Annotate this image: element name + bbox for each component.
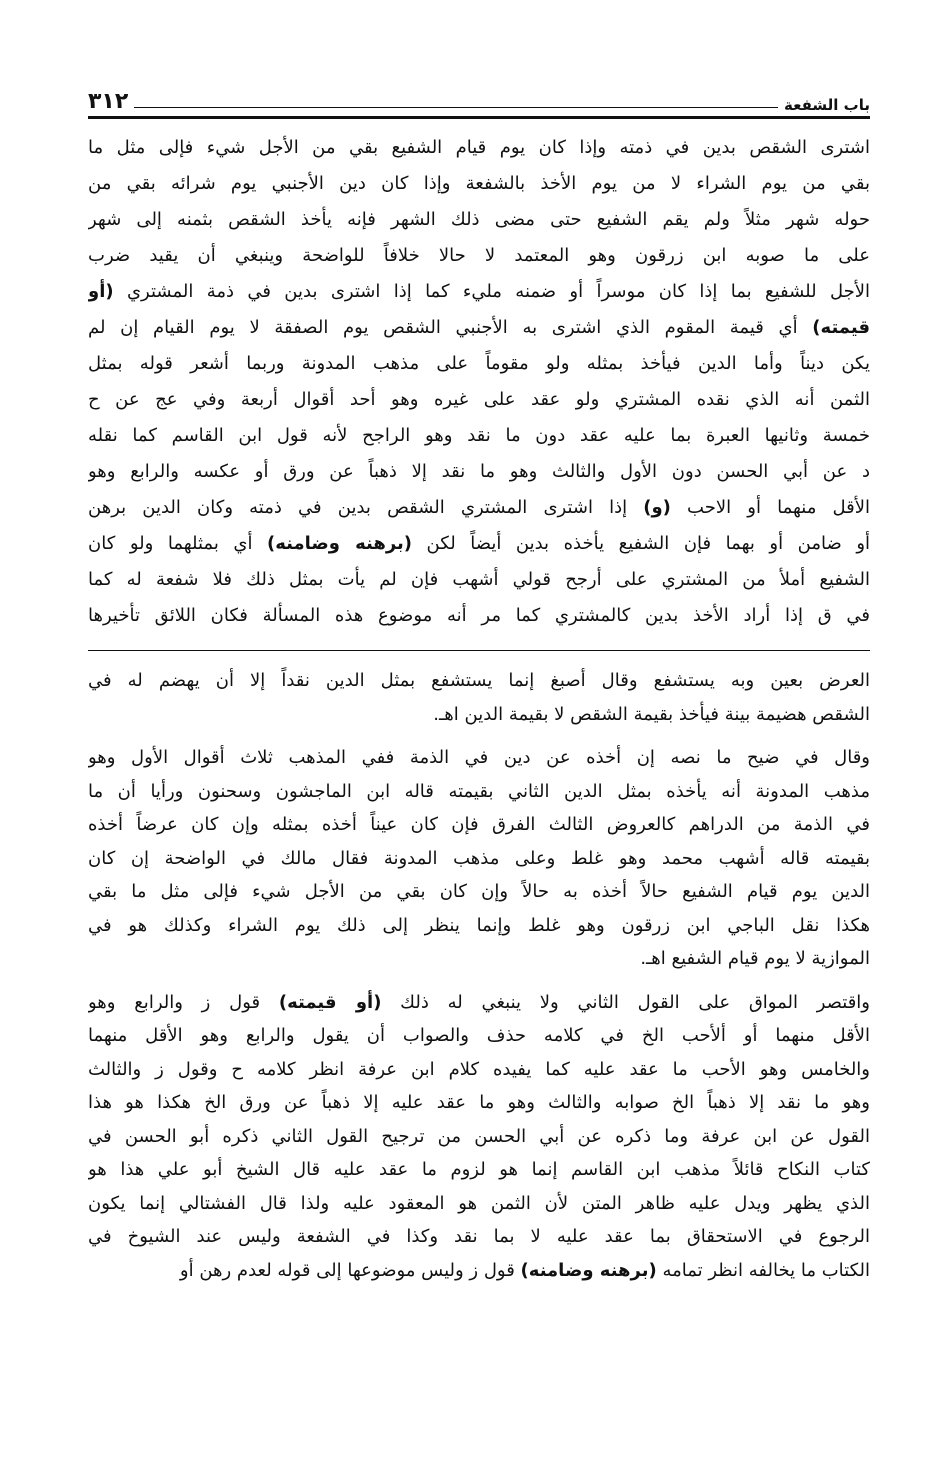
text-line xyxy=(88,1187,870,1221)
header-line xyxy=(134,107,778,108)
text-line xyxy=(88,1153,870,1187)
text-line xyxy=(88,842,870,876)
text-line xyxy=(88,775,870,809)
text-segment: كتاب النكاح قائلاً مذهب ابن القاسم إنما هو لزوم ما عقد عليه قال الشيخ أبو علي هذا هو xyxy=(88,1159,870,1180)
text-segment: في ق إذا أراد الأخذ بدين كالمشتري كما مر أنه موضوع هذه المسألة فكان اللائق تأخيرها xyxy=(88,605,870,626)
text-segment: وهو ما نقد إلا ذهباً الخ صوابه والثالث وهو ما عقد عليه إلا ذهباً عن ورق الخ هكذا هو هذا xyxy=(88,1092,870,1113)
text-line xyxy=(88,942,870,976)
chapter-title: باب الشفعة xyxy=(784,96,870,114)
text-segment: د عن أبي الحسن دون الأول والثالث وهو ما نقد إلا ذهباً عن ورق أو عكسه والرابع وهو xyxy=(88,461,870,482)
text-segment: بقيمته قاله أشهب محمد وهو غلط وعلى مذهب المدونة فقال مالك في الواضحة إن كان xyxy=(88,847,870,869)
text-line xyxy=(88,1220,870,1254)
text-segment: واقتصر المواق على القول الثاني ولا ينبغي له ذلك xyxy=(381,991,870,1013)
text-segment: قول ز والرابع وهو xyxy=(88,991,279,1013)
text-segment: القول عن ابن عرفة وما ذكره عن أبي الحسن من ترجيح القول الثاني ذكره أبو الحسن في xyxy=(88,1125,870,1147)
text-line xyxy=(88,418,870,454)
text-line xyxy=(88,986,870,1020)
text-segment: مذهب المدونة أنه يأخذه بمثل الدين الثاني بقيمته قاله ابن الماجشون وسحنون ورأيا أن ما xyxy=(88,780,870,802)
footnote-paragraph xyxy=(88,664,870,731)
text-segment: هكذا نقل الباجي ابن زرقون وهو غلط وإنما ينظر إلى ذلك يوم الشراء وكذلك هو في xyxy=(88,914,870,936)
text-segment: والخامس وهو الأحب ما عقد عليه كما يفيده كلام ابن عرفة انظر كلامه ح وقول ز والثالث xyxy=(88,1058,870,1080)
text-segment: الأجل للشفيع بما إذا كان موسراً أو ضمنه مليء كما إذا اشترى بدين في ذمة المشتري xyxy=(113,281,870,302)
bold-text-segment: (أو قيمته) xyxy=(278,991,382,1013)
text-segment: خمسة وثانيها العبرة بما عليه عقد دون ما نقد وهو الراجح لأنه قول ابن القاسم كما نقله xyxy=(88,425,870,446)
text-line xyxy=(88,1120,870,1154)
text-segment: بقي من يوم الشراء لا من يوم الأخذ بالشفعة وإذا كان دين الأجنبي يوم شرائه بقي من xyxy=(88,173,870,194)
text-segment: على ما صوبه ابن زرقون وهو المعتمد لا حالا خلافاً للواضحة وينبغي أن يقيد ضرب xyxy=(88,245,870,266)
text-line xyxy=(88,562,870,598)
text-segment: الكتاب ما يخالفه انظر تمامه xyxy=(656,1259,870,1281)
footnotes xyxy=(88,664,870,1297)
text-line xyxy=(88,202,870,238)
footnote-separator xyxy=(88,650,870,651)
text-line xyxy=(88,1053,870,1087)
text-segment: في الذمة من الدراهم كالعروض الثالث الفرق فإن كان عيناً أخذه بمثله وإن كان عرضاً أخذه xyxy=(88,814,870,835)
text-line xyxy=(88,346,870,382)
text-segment: أو ضامن أو بهما فإن الشفيع يأخذه بدين أيضاً لكن xyxy=(412,533,870,554)
text-line xyxy=(88,698,870,732)
footnote-paragraph xyxy=(88,986,870,1288)
text-line xyxy=(88,490,870,526)
text-segment: الأقل منهما أو الاحب xyxy=(670,497,870,518)
text-segment: وقال في ضيح ما نصه إن أخذه عن دين في الذمة ففي المذهب ثلاث أقوال الأول وهو xyxy=(88,747,870,768)
running-header xyxy=(88,84,870,114)
text-segment: الشقص هضيمة بينة فيأخذ بقيمة الشقص لا بقيمة الدين اهـ. xyxy=(433,703,870,725)
text-line xyxy=(88,238,870,274)
bold-text-segment: (برهنه وضامنه) xyxy=(267,533,413,554)
main-text xyxy=(88,130,870,634)
bold-text-segment: (أو xyxy=(88,281,114,302)
header-rule xyxy=(88,116,870,119)
text-segment: أي قيمة المقوم الذي اشترى به الأجنبي الشقص يوم الصفقة لا يوم القيام إن لم xyxy=(88,317,813,338)
text-line xyxy=(88,130,870,166)
text-segment: يكن ديناً وأما الدين فيأخذ بمثله ولو مقوماً على مذهب المدونة وربما أشعر قوله بمثل xyxy=(88,353,870,374)
text-segment: اشترى الشقص بدين في ذمته وإذا كان يوم قيام الشفيع بقي من الأجل شيء فإلى مثل ما xyxy=(88,137,870,158)
text-line xyxy=(88,310,870,346)
bold-text-segment: (و) xyxy=(643,497,671,518)
text-segment: الأقل منهما أو ألأحب الخ في كلامه حذف والصواب أن يقول والرابع وهو الأقل منهما xyxy=(88,1025,870,1046)
text-segment: الذي يظهر ويدل عليه ظاهر المتن لأن الثمن هو المعقود عليه ولذا قال الفشتالي إنما يكون xyxy=(88,1192,870,1214)
text-segment: الموازية لا يوم قيام الشفيع اهـ. xyxy=(640,948,870,969)
text-line xyxy=(88,808,870,842)
text-line xyxy=(88,1254,870,1288)
text-line xyxy=(88,166,870,202)
text-segment: الثمن أنه الذي نقده المشتري ولو عقد على غيره وهو أحد أقوال أربعة وفي عج عن ح xyxy=(88,389,870,410)
text-line xyxy=(88,274,870,310)
text-line xyxy=(88,664,870,698)
text-segment: أي بمثلهما ولو كان xyxy=(88,533,268,554)
page-number: ٣١٢ xyxy=(88,89,129,114)
text-line xyxy=(88,526,870,562)
text-line xyxy=(88,741,870,775)
text-segment: الشفيع أملأ من المشتري على أرجح قولي أشهب فإن لم يأت بمثل ذلك فلا شفعة له كما xyxy=(88,569,870,590)
bold-text-segment: قيمته) xyxy=(812,317,870,338)
text-segment: العرض بعين وبه يستشفع وقال أصبغ إنما يستشفع بمثل الدين نقداً إلا أن يهضم له في xyxy=(88,670,870,691)
text-line xyxy=(88,875,870,909)
text-line xyxy=(88,1086,870,1120)
text-segment: إذا اشترى المشتري الشقص بدين في ذمته وكان الدين برهن xyxy=(88,497,644,518)
text-line xyxy=(88,909,870,943)
footnote-paragraph xyxy=(88,741,870,976)
text-segment: الرجوع في الاستحقاق بما عقد عليه لا بما نقد وكذا في الشفعة وليس عند الشيوخ في xyxy=(88,1226,870,1247)
text-segment: حوله شهر مثلاً ولم يقم الشفيع حتى مضى ذلك الشهر فإنه يأخذ الشقص بثمنه إلى شهر xyxy=(88,209,870,230)
bold-text-segment: (برهنه وضامنه) xyxy=(520,1259,657,1281)
text-line xyxy=(88,454,870,490)
text-line xyxy=(88,1019,870,1053)
text-segment: الدين يوم قيام الشفيع حالاً أخذه به حالاً وإن كان بقي من الأجل شيء فإلى مثل ما بقي xyxy=(88,881,870,902)
text-segment: قول ز وليس موضوعها إلى قوله لعدم رهن أو xyxy=(179,1259,521,1281)
text-line xyxy=(88,382,870,418)
text-line xyxy=(88,598,870,634)
